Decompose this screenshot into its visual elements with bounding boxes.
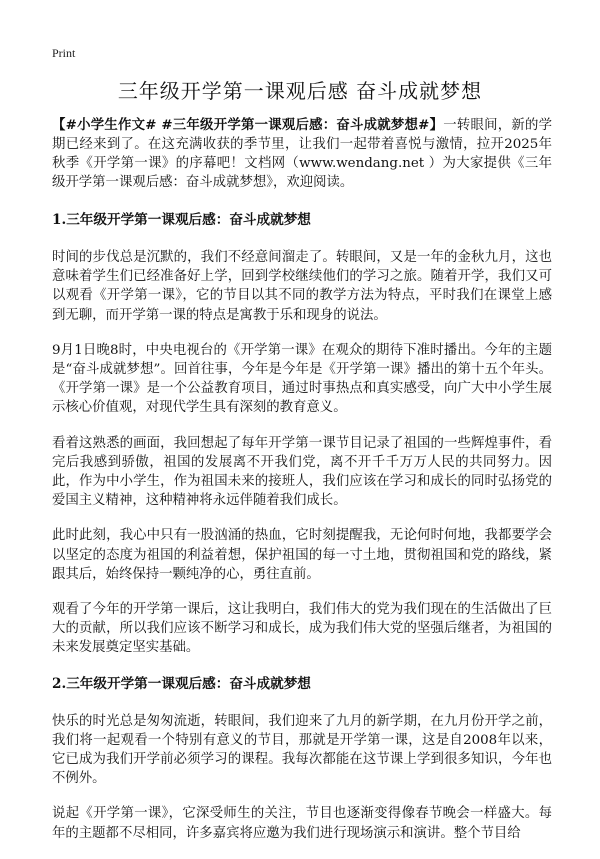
intro-tagline: 【#小学生作文# #三年级开学第一课观后感：奋斗成就梦想#】	[52, 117, 444, 133]
section-heading: 1.三年级开学第一课观后感：奋斗成就梦想	[52, 212, 311, 228]
page-title: 三年级开学第一课观后感 奋斗成就梦想	[117, 79, 483, 103]
intro-paragraph	[52, 116, 552, 192]
article-body	[52, 116, 552, 859]
section-paragraph: 快乐的时光总是匆匆流逝，转眼间，我们迎来了九月的新学期，在九月份开学之前，我们将一起观看一个特别有意义的节目，那就是开学第一课，这是自2008年以来，它已成为我们开学前必须学习的课程。我每次都能在这节课上学到很多知识，今年也不例外。	[52, 713, 552, 787]
section-heading: 2.三年级开学第一课观后感：奋斗成就梦想	[52, 675, 311, 692]
section-paragraph: 看着这熟悉的画面，我回想起了每年开学第一课节目记录了祖国的一些辉煌事件，看完后我感到骄傲，祖国的发展离不开我们党，离不开千千万万人民的共同努力。因此，作为中小学生，作为祖国未来的接班人，我们应该在学习和成长的同时弘扬党的爱国主义精神，这种精神将永远伴随着我们成长。	[52, 435, 552, 509]
print-link[interactable]: Print	[52, 46, 76, 60]
section-paragraph: 说起《开学第一课》，它深受师生的关注，节目也逐渐变得像春节晚会一样盛大。每年的主题都不尽相同，许多嘉宾将应邀为我们进行现场演示和演讲。整个节目给	[52, 806, 552, 841]
section-paragraph: 此时此刻，我心中只有一股汹涌的热血，它时刻提醒我，无论何时何地，我都要学会以坚定的态度为祖国的利益着想，保护祖国的每一寸土地，贯彻祖国和党的路线，紧跟其后，始终保持一颗纯净的心，勇往直前。	[52, 528, 552, 582]
section-paragraph: 9月1日晚8时，中央电视台的《开学第一课》在观众的期待下准时播出。今年的主题是“奋斗成就梦想”。回首往事，今年是今年是《开学第一课》播出的第十五个年头。《开学第一课》是一个公益教育项目，通过时事热点和真实感受，向广大中小学生展示核心价值观，对现代学生具有深刻的教育意义。	[52, 342, 552, 416]
section-paragraph: 观看了今年的开学第一课后，这让我明白，我们伟大的党为我们现在的生活做出了巨大的贡献，所以我们应该不断学习和成长，成为我们伟大党的坚强后继者，为祖国的未来发展奠定坚实基础。	[52, 602, 552, 656]
intro-text: 一转眼间，新的学期已经来到了。在这充满收获的季节里，让我们一起带着喜悦与激情，拉开2025年秋季《开学第一课》的序幕吧！文档网（www.wendang.net ）为大家提供《三年级开学第一课观后感：奋斗成就梦想》，欢迎阅读。	[52, 118, 552, 190]
section-paragraph: 时间的步伐总是沉默的，我们不经意间溜走了。转眼间，又是一年的金秋九月，这也意味着学生们已经准备好上学，回到学校继续他们的学习之旅。随着开学，我们又可以观看《开学第一课》，它的节目以其不同的教学方法为特点，平时我们在课堂上感到无聊，而开学第一课的特点是寓教于乐和现身的说法。	[52, 250, 552, 323]
